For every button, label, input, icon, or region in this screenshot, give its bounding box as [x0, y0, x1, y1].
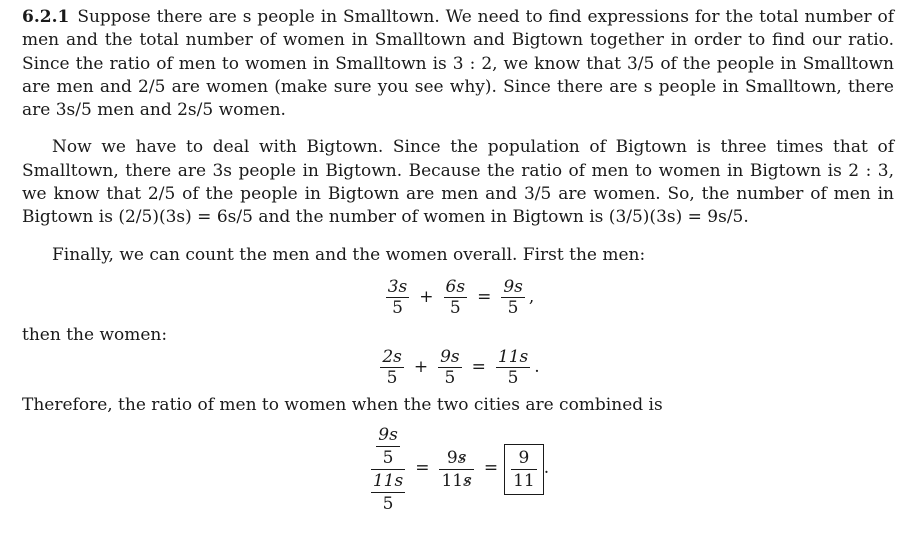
- frac-11s-over-5: $\frac{11s}{5}$: [372, 470, 404, 514]
- comma: ,: [528, 286, 535, 307]
- paragraph-3: Finally, we can count the men and the women overall. First the men:: [52, 244, 646, 265]
- compound-fraction: [371, 424, 405, 515]
- frac-2s-5: $\frac{2s}{5}$: [382, 347, 402, 389]
- cancelled-s: s: [457, 447, 467, 468]
- answer-fraction: $\frac{9}{11}$: [513, 447, 535, 491]
- ratio-equation: [22, 424, 894, 515]
- frac-9s-over-5: $\frac{9s}{5}$: [378, 424, 398, 468]
- frac-6s-5: $\frac{6s}{5}$: [445, 276, 466, 318]
- answer-box: [504, 444, 544, 495]
- cancelled-s: s: [463, 470, 472, 491]
- solution-text: [22, 6, 894, 515]
- equals-sign: =: [483, 458, 499, 479]
- cancelled-fraction: $\frac{9s}{11s}$: [441, 447, 472, 491]
- then-women-text: then the women:: [22, 324, 168, 345]
- frac-9s-5: $\frac{9s}{5}$: [440, 347, 460, 389]
- frac-11s-5: $\frac{11s}{5}$: [497, 347, 529, 389]
- equals-sign: =: [477, 286, 492, 307]
- paragraph-1-text: Suppose there are s people in Smalltown. We need to find expressions for the total number of men and the total number of women in Smalltown and Bigtown together in order to find our ratio. Since the ratio of men to women in Smalltown is 3 : 2, we know that 3/5 of the people in Smalltown are men and 2/5 are women (make sure you see why). Since there are s people in Smalltown, there are 3s/5 men and 2s/5 women.: [22, 7, 894, 121]
- problem-number: 6.2.1: [22, 7, 70, 27]
- frac-3s-5: $\frac{3s}{5}$: [387, 276, 408, 318]
- period: .: [543, 458, 550, 479]
- therefore-text: Therefore, the ratio of men to women when the two cities are combined is: [22, 395, 663, 416]
- plus-sign: +: [419, 286, 434, 307]
- equals-sign: =: [471, 357, 486, 378]
- period: .: [534, 357, 540, 378]
- women-equation: [22, 347, 894, 388]
- paragraph-1: [22, 6, 894, 122]
- plus-sign: +: [413, 357, 429, 378]
- frac-9s-5: $\frac{9s}{5}$: [503, 276, 523, 318]
- men-equation: [22, 277, 894, 318]
- paragraph-2: Now we have to deal with Bigtown. Since the population of Bigtown is three times that of Smalltown, there are 3s people in Bigtown. Because the ratio of men to women in Bigtown is 2 : 3, we know that 2/5 of the people in Bigtown are men and 3/5 are women. So, the number of men in Bigtown is (2/5)(3s) = 6s/5 and the number of women in Bigtown is (3/5)(3s) = 9s/5.: [22, 137, 894, 228]
- equals-sign: =: [415, 458, 430, 479]
